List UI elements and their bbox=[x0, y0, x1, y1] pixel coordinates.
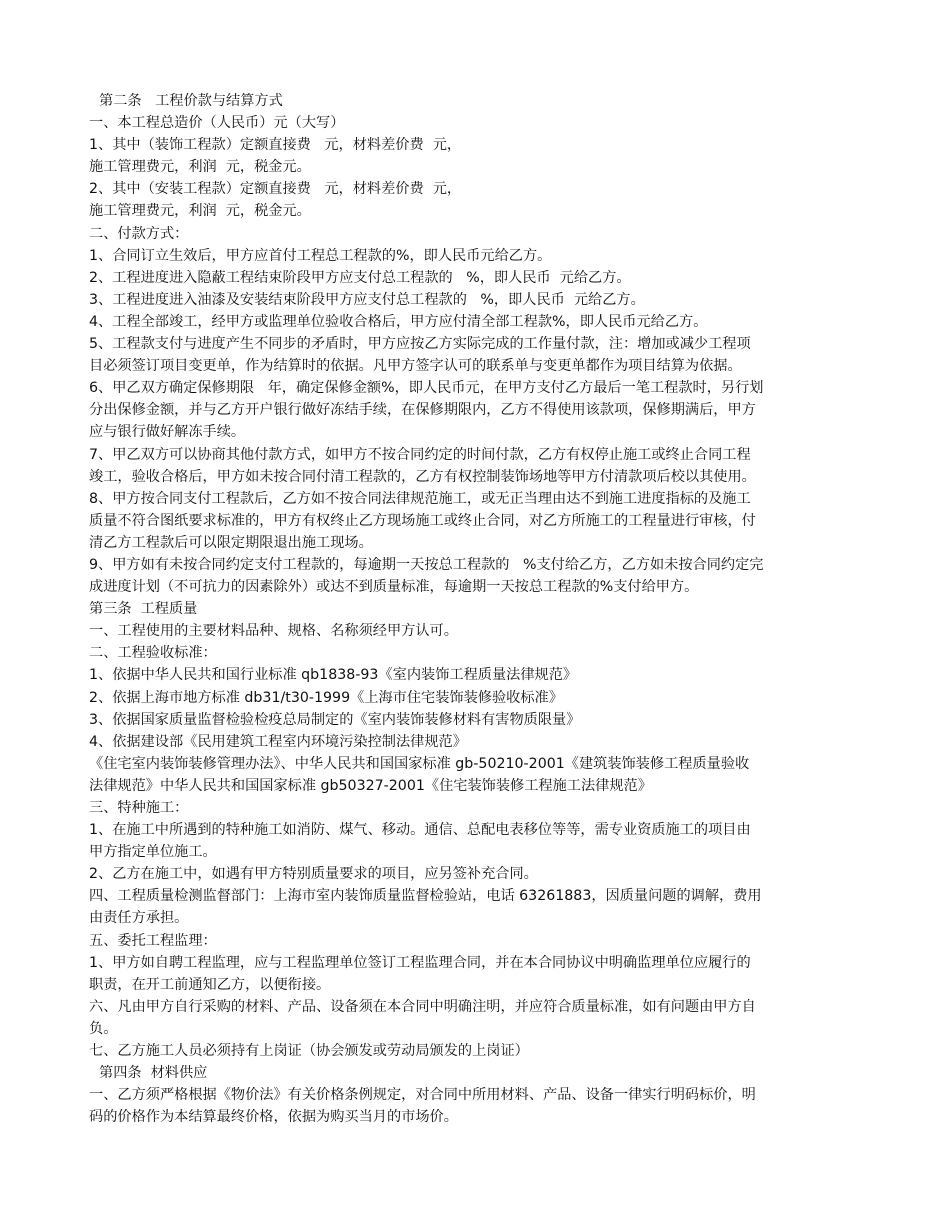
text-line: 成进度计划（不可抗力的因素除外）或达不到质量标准，每逾期一天按总工程款的%支付给甲方。 bbox=[89, 579, 699, 596]
text-line: 一、乙方须严格根据《物价法》有关价格条例规定，对合同中所用材料、产品、设备一律实行明码标价，明 bbox=[89, 1087, 756, 1104]
text-line: 甲方指定单位施工。 bbox=[89, 844, 217, 861]
text-line: 一、本工程总造价（人民币）元（大写） bbox=[89, 115, 345, 132]
text-line: 1、依据中华人民共和国行业标准 qb1838-93《室内装饰工程质量法律规范》 bbox=[89, 667, 578, 684]
text-line: 施工管理费元，利润 元，税金元。 bbox=[89, 203, 311, 220]
text-line: 2、依据上海市地方标准 db31/t30-1999《上海市住宅装饰装修验收标准》 bbox=[89, 689, 563, 706]
text-line: 第四条 材料供应 bbox=[99, 1065, 208, 1082]
text-line: 9、甲方如有未按合同约定支付工程款的，每逾期一天按总工程款的 %支付给乙方，乙方如未按合同约定完 bbox=[89, 556, 764, 573]
text-line: 负。 bbox=[89, 1020, 118, 1037]
text-line: 分出保修金额，并与乙方开户银行做好冻结手续，在保修期限内，乙方不得使用该款项，保修期满后，甲方 bbox=[89, 402, 756, 419]
text-line: 3、依据国家质量监督检验检疫总局制定的《室内装饰装修材料有害物质限量》 bbox=[89, 711, 581, 728]
text-line: 目必须签订项目变更单，作为结算时的依据。凡甲方签字认可的联系单与变更单都作为项目结算为依据。 bbox=[89, 358, 742, 375]
text-line: 由责任方承担。 bbox=[89, 910, 189, 927]
text-line: 1、合同订立生效后，甲方应首付工程总工程款的%，即人民币元给乙方。 bbox=[89, 247, 552, 264]
text-line: 1、在施工中所遇到的特种施工如消防、煤气、移动。通信、总配电表移位等等，需专业资质施工的项目由 bbox=[89, 822, 751, 839]
text-line: 职责，在开工前通知乙方，以便衔接。 bbox=[89, 976, 331, 993]
text-line: 一、工程使用的主要材料品种、规格、名称须经甲方认可。 bbox=[89, 623, 458, 640]
text-line: 7、甲乙双方可以协商其他付款方式，如甲方不按合同约定的时间付款，乙方有权停止施工或终止合同工程 bbox=[89, 446, 751, 463]
text-line: 3、工程进度进入油漆及安装结束阶段甲方应支付总工程款的 %，即人民币 元给乙方。 bbox=[89, 291, 645, 308]
text-line: 应与银行做好解冻手续。 bbox=[89, 424, 246, 441]
text-line: 1、其中（装饰工程款）定额直接费 元，材料差价费 元， bbox=[89, 137, 462, 154]
text-line: 第二条 工程价款与结算方式 bbox=[99, 93, 283, 109]
text-line: 1、甲方如自聘工程监理，应与工程监理单位签订工程监理合同，并在本合同协议中明确监理单位应履行的 bbox=[89, 954, 751, 971]
text-line: 2、其中（安装工程款）定额直接费 元，材料差价费 元， bbox=[89, 181, 462, 198]
text-line: 七、乙方施工人员必须持有上岗证（协会颁发或劳动局颁发的上岗证） bbox=[89, 1043, 529, 1060]
text-line: 质量不符合图纸要求标准的，甲方有权终止乙方现场施工或终止合同，对乙方所施工的工程量进行审核，付 bbox=[89, 512, 756, 529]
text-line: 《住宅室内装饰装修管理办法》、中华人民共和国国家标准 gb-50210-2001《建筑装饰装修工程质量验收 bbox=[89, 755, 750, 772]
text-line: 8、甲方按合同支付工程款后，乙方如不按合同法律规范施工，或无正当理由达不到施工进度指标的及施工 bbox=[89, 490, 751, 507]
text-line: 竣工，验收合格后，甲方如未按合同付清工程款的，乙方有权控制装饰场地等甲方付清款项后校以其使用。 bbox=[89, 468, 756, 485]
text-line: 六、凡由甲方自行采购的材料、产品、设备须在本合同中明确注明，并应符合质量标准，如有问题由甲方自 bbox=[89, 998, 756, 1015]
text-line: 5、工程款支付与进度产生不同步的矛盾时，甲方应按乙方实际完成的工作量付款，注：增加或减少工程项 bbox=[89, 336, 751, 353]
text-line: 第三条 工程质量 bbox=[89, 601, 198, 618]
text-line: 四、工程质量检测监督部门：上海市室内装饰质量监督检验站，电话 63261883，因质量问题的调解，费用 bbox=[89, 888, 762, 905]
text-line: 6、甲乙双方确定保修期限 年，确定保修金额%，即人民币元，在甲方支付乙方最后一笔工程款时，另行划 bbox=[89, 380, 764, 397]
text-line: 施工管理费元，利润 元，税金元。 bbox=[89, 159, 311, 176]
contract-document-body bbox=[89, 90, 869, 1128]
text-line: 二、工程验收标准： bbox=[89, 645, 217, 662]
text-line: 法律规范》中华人民共和国国家标准 gb50327-2001《住宅装饰装修工程施工法律规范》 bbox=[89, 777, 652, 794]
text-line: 码的价格作为本结算最终价格，依据为购买当月的市场价。 bbox=[89, 1109, 458, 1126]
text-line: 4、依据建设部《民用建筑工程室内环境污染控制法律规范》 bbox=[89, 733, 467, 750]
text-line: 五、委托工程监理： bbox=[89, 932, 217, 949]
text-line: 清乙方工程款后可以限定期限退出施工现场。 bbox=[89, 534, 373, 551]
text-line: 2、乙方在施工中，如遇有甲方特别质量要求的项目，应另签补充合同。 bbox=[89, 866, 538, 883]
text-line: 2、工程进度进入隐蔽工程结束阶段甲方应支付总工程款的 %，即人民币 元给乙方。 bbox=[89, 269, 631, 286]
text-line: 三、特种施工： bbox=[89, 800, 189, 816]
text-line: 4、工程全部竣工，经甲方或监理单位验收合格后，甲方应付清全部工程款%，即人民币元给乙方。 bbox=[89, 313, 708, 330]
text-line: 二、付款方式： bbox=[89, 225, 189, 242]
